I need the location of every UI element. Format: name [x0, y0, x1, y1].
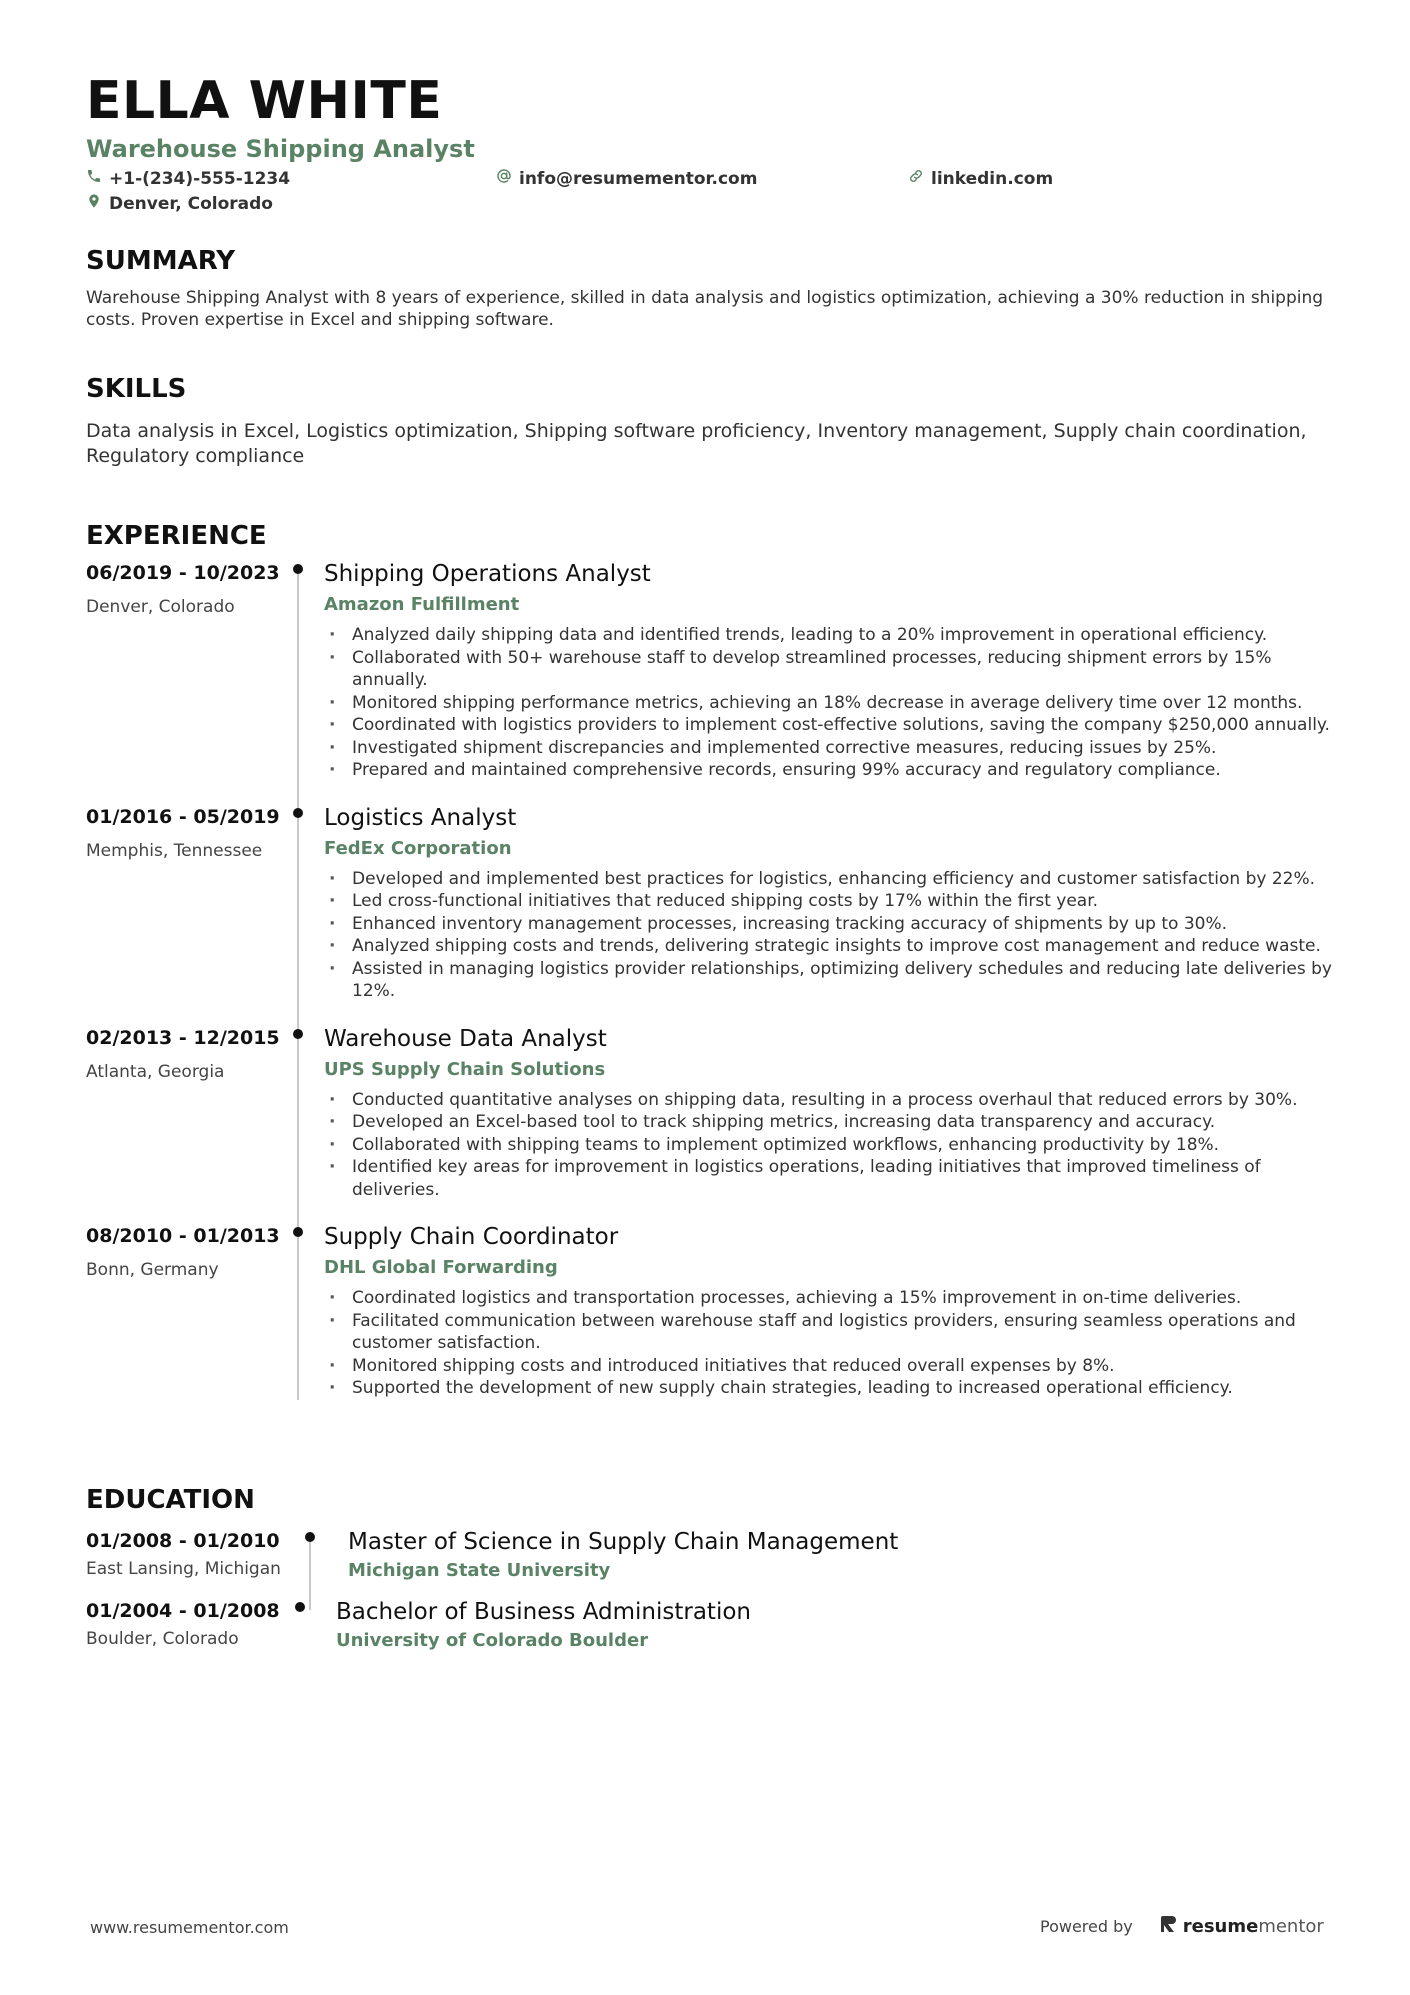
job-bullet: · Analyzed shipping costs and trends, delivering strategic insights to improve cost management and reduce waste. — [324, 935, 1341, 958]
education-entry — [86, 1598, 1341, 1652]
job-dates: 08/2010 - 01/2013 — [86, 1225, 280, 1247]
job-bullet: · Monitored shipping costs and introduced initiatives that reduced overall expenses by 8%. — [324, 1355, 1341, 1378]
job-bullet: · Investigated shipment discrepancies and implemented corrective measures, reducing issues by 25%. — [324, 737, 1341, 760]
degree-title: Bachelor of Business Administration — [336, 1599, 751, 1625]
job-meta — [86, 1025, 320, 1202]
job-dates: 01/2016 - 05/2019 — [86, 805, 280, 828]
job-details — [320, 1223, 1341, 1400]
job-bullet: · Assisted in managing logistics provider relationships, optimizing delivery schedules and reducing late deliveries by 12%. — [324, 958, 1341, 1003]
experience-list — [86, 560, 1341, 1400]
job-bullet: · Monitored shipping performance metrics, achieving an 18% decrease in average delivery time over 12 months. — [324, 692, 1341, 715]
job-meta — [86, 1223, 320, 1400]
brand-name-bold: resume — [1182, 1916, 1259, 1937]
job-company: Amazon Fulfillment — [324, 594, 520, 615]
job-title: Warehouse Data Analyst — [324, 1025, 607, 1052]
job-bullets — [324, 1089, 1341, 1202]
job-bullets — [324, 1287, 1341, 1400]
summary-heading: SUMMARY — [86, 246, 236, 276]
education-details — [348, 1528, 898, 1582]
job-bullet: · Enhanced inventory management processes, increasing tracking accuracy of shipments by up to 30%. — [324, 913, 1341, 936]
contact-location — [86, 193, 273, 214]
job-title: Supply Chain Coordinator — [324, 1224, 619, 1250]
job-meta — [86, 560, 320, 782]
education-dates: 01/2008 - 01/2010 — [86, 1530, 280, 1552]
skills-text: Data analysis in Excel, Logistics optimization, Shipping software proficiency, Inventory management, Supply chain coordination, Regulatory compliance — [86, 420, 1307, 467]
location-pin-icon — [86, 193, 102, 214]
footer-website[interactable]: www.resumementor.com — [90, 1918, 289, 1937]
job-bullet: · Analyzed daily shipping data and identified trends, leading to a 20% improvement in operational efficiency. — [324, 624, 1341, 647]
school-name: Michigan State University — [348, 1560, 611, 1581]
contact-phone — [86, 168, 290, 189]
job-location: Bonn, Germany — [86, 1260, 219, 1280]
job-location: Atlanta, Georgia — [86, 1061, 225, 1082]
timeline-dot — [293, 808, 303, 818]
education-entry — [86, 1528, 1341, 1582]
job-bullet: · Identified key areas for improvement in logistics operations, leading initiatives that improved timeliness of deliveries. — [324, 1156, 1341, 1201]
timeline-dot — [305, 1532, 315, 1542]
contact-email[interactable] — [496, 168, 757, 189]
education-section — [86, 1484, 1341, 1652]
education-dates: 01/2004 - 01/2008 — [86, 1600, 280, 1622]
degree-title: Master of Science in Supply Chain Management — [348, 1529, 899, 1555]
footer-branding — [1040, 1914, 1324, 1939]
skills-heading: SKILLS — [86, 374, 187, 404]
job-location: Denver, Colorado — [86, 597, 235, 617]
job-entry — [86, 804, 1341, 1003]
job-bullet: · Developed an Excel-based tool to track shipping metrics, increasing data transparency and accuracy. — [324, 1111, 1341, 1134]
powered-by-label: Powered by — [1040, 1917, 1133, 1936]
job-bullet: · Supported the development of new supply chain strategies, leading to increased operational efficiency. — [324, 1377, 1341, 1400]
job-location: Memphis, Tennessee — [86, 840, 263, 861]
job-entry — [86, 1223, 1341, 1400]
email-link[interactable]: info@resumementor.com — [519, 168, 758, 189]
timeline-dot — [293, 1029, 303, 1039]
contact-linkedin[interactable] — [908, 168, 1053, 189]
job-bullets — [324, 624, 1341, 782]
timeline-dot — [295, 1602, 305, 1612]
education-location: Boulder, Colorado — [86, 1629, 239, 1649]
job-bullet: · Facilitated communication between warehouse staff and logistics providers, ensuring seamless operations and customer satisfaction. — [324, 1310, 1341, 1355]
job-dates: 06/2019 - 10/2023 — [86, 562, 280, 584]
school-name: University of Colorado Boulder — [336, 1630, 649, 1651]
job-details — [320, 804, 1341, 1003]
at-sign-icon — [496, 168, 512, 189]
education-heading: EDUCATION — [86, 1485, 255, 1515]
job-bullet: · Collaborated with shipping teams to implement optimized workflows, enhancing productivity by 18%. — [324, 1134, 1341, 1157]
education-location: East Lansing, Michigan — [86, 1559, 281, 1579]
job-company: FedEx Corporation — [324, 837, 512, 859]
job-bullets — [324, 868, 1341, 1003]
summary-text: Warehouse Shipping Analyst with 8 years of experience, skilled in data analysis and logistics optimization, achieving a 30% reduction in shipping costs. Proven expertise in Excel and shipping software. — [86, 288, 1324, 330]
job-bullet: · Coordinated logistics and transportation processes, achieving a 15% improvement in on-time deliveries. — [324, 1287, 1341, 1310]
resumementor-logo[interactable] — [1161, 1914, 1324, 1939]
resume-header — [86, 72, 1341, 218]
job-dates: 02/2013 - 12/2015 — [86, 1026, 280, 1049]
summary-section — [86, 245, 1341, 331]
candidate-role: Warehouse Shipping Analyst — [86, 135, 475, 163]
timeline-dot — [293, 1227, 303, 1237]
job-bullet: · Prepared and maintained comprehensive records, ensuring 99% accuracy and regulatory compliance. — [324, 759, 1341, 782]
candidate-name: ELLA WHITE — [86, 71, 443, 131]
contact-info — [86, 166, 1341, 218]
job-meta — [86, 804, 320, 1003]
resumementor-logo-icon — [1161, 1914, 1177, 1939]
job-bullet: · Led cross-functional initiatives that reduced shipping costs by 17% within the first year. — [324, 890, 1341, 913]
job-entry — [86, 560, 1341, 782]
job-entry — [86, 1025, 1341, 1202]
experience-section — [86, 520, 1341, 1400]
education-details — [336, 1598, 751, 1652]
job-title: Shipping Operations Analyst — [324, 561, 651, 587]
brand-name-light: mentor — [1258, 1916, 1324, 1937]
job-details — [320, 1025, 1341, 1202]
linkedin-link[interactable]: linkedin.com — [931, 168, 1054, 189]
job-bullet: · Developed and implemented best practices for logistics, enhancing efficiency and customer satisfaction by 22%. — [324, 868, 1341, 891]
skills-section — [86, 373, 1341, 469]
phone-icon — [86, 168, 102, 189]
job-company: UPS Supply Chain Solutions — [324, 1058, 606, 1080]
job-company: DHL Global Forwarding — [324, 1257, 558, 1278]
job-details — [320, 560, 1341, 782]
job-bullet: · Conducted quantitative analyses on shipping data, resulting in a process overhaul that reduced errors by 30%. — [324, 1089, 1341, 1112]
location-text: Denver, Colorado — [109, 193, 273, 214]
link-icon — [908, 168, 924, 189]
job-title: Logistics Analyst — [324, 804, 517, 831]
timeline-dot — [293, 564, 303, 574]
phone-text: +1-(234)-555-1234 — [109, 168, 291, 189]
education-list — [86, 1528, 1341, 1652]
job-bullet: · Coordinated with logistics providers to implement cost-effective solutions, saving the company $250,000 annually. — [324, 714, 1341, 737]
experience-heading: EXPERIENCE — [86, 521, 267, 551]
job-bullet: · Collaborated with 50+ warehouse staff to develop streamlined processes, reducing shipment errors by 15% annually. — [324, 647, 1341, 692]
